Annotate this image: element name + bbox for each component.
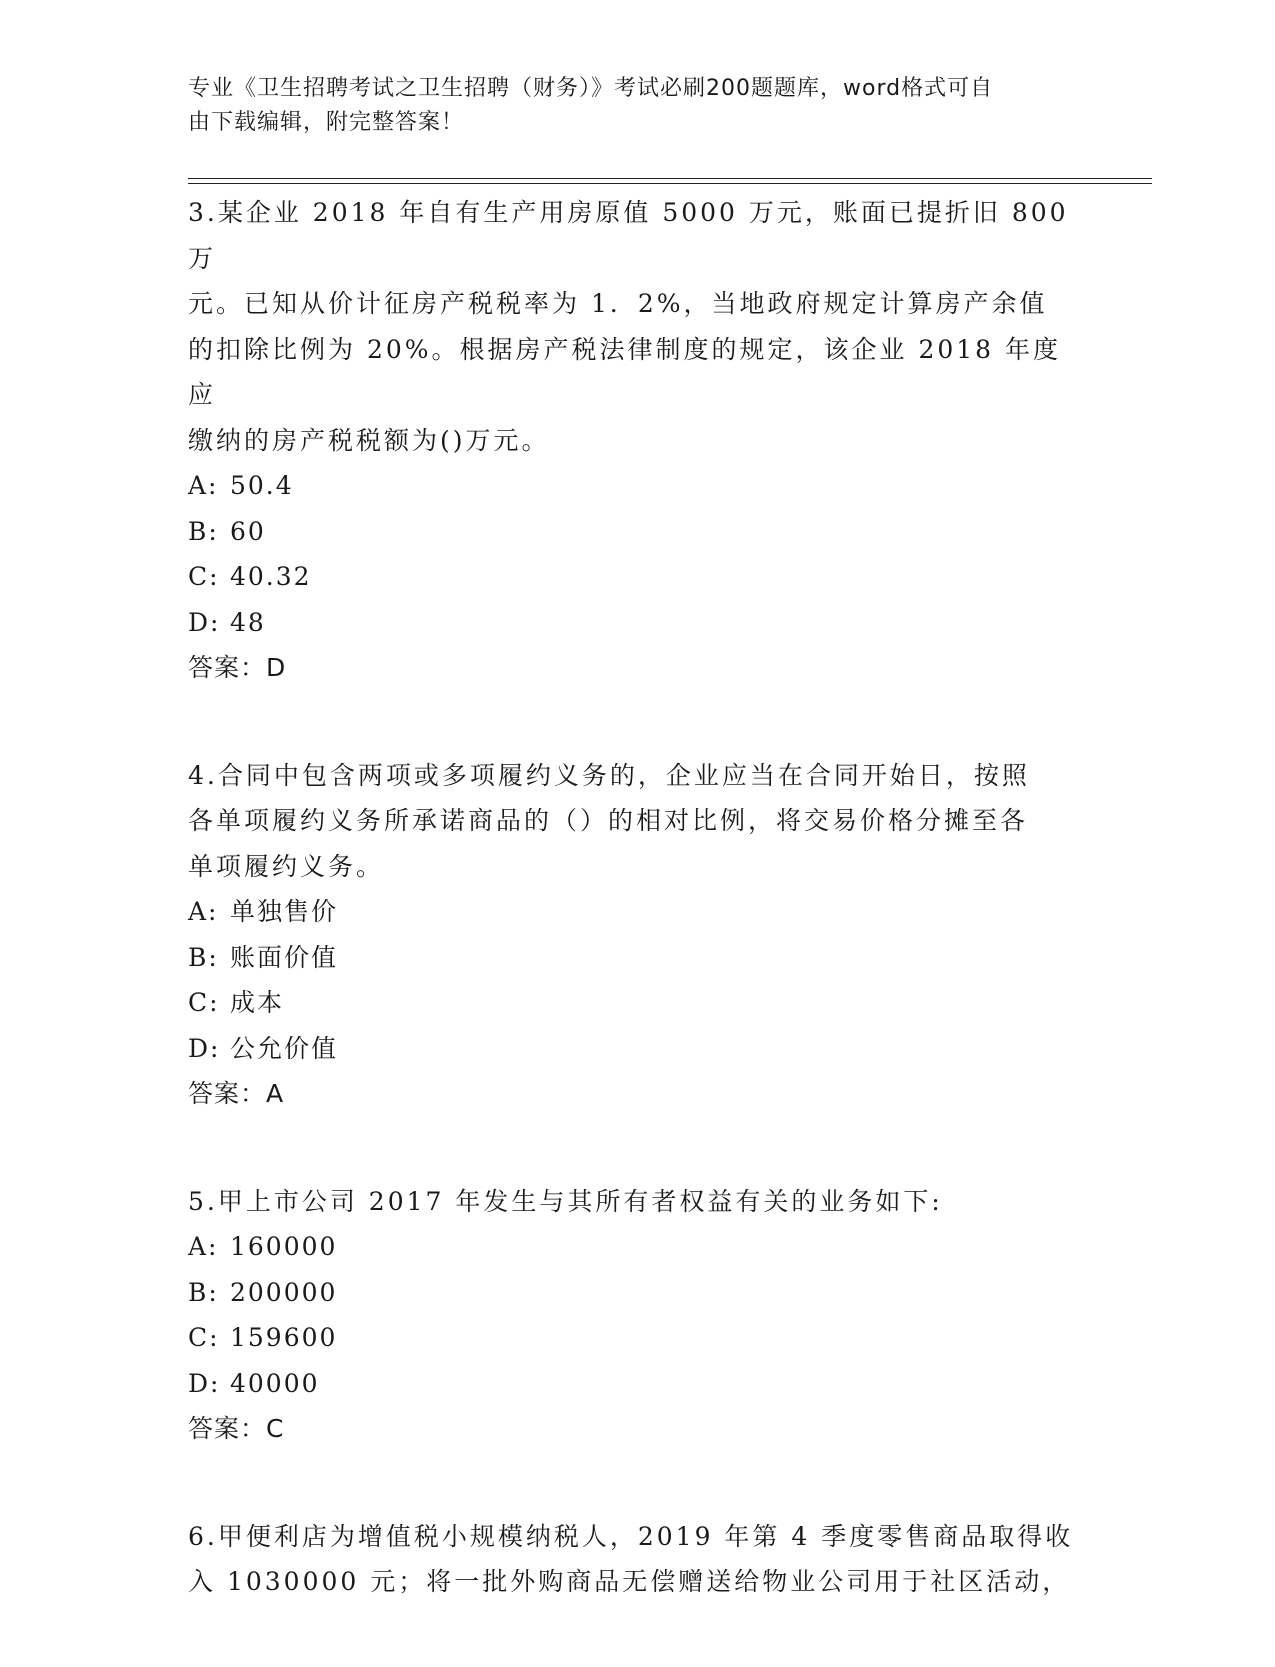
answer-option — [188, 1224, 1088, 1270]
option-text: 48 — [230, 607, 266, 637]
option-letter: C: — [188, 988, 220, 1017]
option-text: 公允价值 — [230, 1033, 339, 1063]
document-header — [188, 72, 1068, 140]
question-stem-line: 5.甲上市公司 2017 年发生与其所有者权益有关的业务如下: — [188, 1186, 943, 1216]
header-line-1: 专业《卫生招聘考试之卫生招聘（财务）》考试必刷200题题库，word格式可自 — [188, 76, 994, 101]
option-letter: D: — [188, 1033, 221, 1063]
header-line-2: 由下载编辑，附完整答案！ — [188, 110, 465, 135]
answer-option — [188, 1270, 1088, 1316]
answer-key: 答案：C — [188, 1414, 285, 1443]
answer-option — [188, 509, 1088, 555]
option-text: 单独售价 — [230, 897, 339, 926]
option-letter: B: — [188, 942, 219, 972]
answer-option — [188, 1026, 1088, 1072]
option-text: 成本 — [230, 988, 285, 1017]
option-letter: D: — [188, 1368, 221, 1398]
question-stem-line: 元。已知从价计征房产税税率为 1．2%，当地政府规定计算房产余值 — [188, 289, 1048, 318]
option-letter: B: — [188, 1277, 219, 1307]
answer-option — [188, 889, 1088, 935]
question-stem-line: 入 1030000 元；将一批外购商品无偿赠送给物业公司用于社区活动， — [188, 1567, 1071, 1596]
option-letter: A: — [188, 1232, 219, 1261]
question-stem-line: 3.某企业 2018 年自有生产用房原值 5000 万元，账面已提折旧 800 万 — [188, 198, 1069, 273]
question-stem-line: 单项履约义务。 — [188, 851, 385, 881]
option-text: 159600 — [230, 1323, 338, 1352]
answer-option — [188, 1361, 1088, 1407]
answer-option — [188, 463, 1088, 509]
question-stem-line: 的扣除比例为 20%。根据房产税法律制度的规定，该企业 2018 年度应 — [188, 334, 1062, 409]
option-text: 200000 — [230, 1277, 338, 1307]
question-block — [188, 753, 1088, 1117]
question-block — [188, 1514, 1088, 1605]
option-letter: D: — [188, 607, 221, 637]
option-text: 60 — [230, 516, 266, 546]
option-text: 账面价值 — [230, 942, 339, 972]
answer-option — [188, 600, 1088, 646]
header-divider-top — [188, 178, 1152, 179]
question-block — [188, 190, 1088, 691]
option-text: 40000 — [230, 1368, 320, 1398]
answer-option — [188, 554, 1088, 600]
option-letter: B: — [188, 516, 219, 546]
question-stem-line: 6.甲便利店为增值税小规模纳税人，2019 年第 4 季度零售商品取得收 — [188, 1521, 1074, 1551]
option-letter: A: — [188, 897, 219, 926]
option-text: 160000 — [230, 1232, 338, 1261]
answer-option — [188, 935, 1088, 981]
answer-key: 答案：D — [188, 653, 287, 682]
answer-option — [188, 1315, 1088, 1361]
question-block — [188, 1179, 1088, 1452]
question-stem-line: 各单项履约义务所承诺商品的（）的相对比例，将交易价格分摊至各 — [188, 806, 1029, 835]
question-stem-line: 缴纳的房产税税额为()万元。 — [188, 425, 550, 455]
option-letter: A: — [188, 471, 219, 500]
answer-option — [188, 980, 1088, 1026]
option-letter: C: — [188, 562, 220, 591]
header-divider-bottom — [188, 183, 1152, 184]
option-text: 50.4 — [230, 471, 294, 500]
question-stem-line: 4.合同中包含两项或多项履约义务的，企业应当在合同开始日，按照 — [188, 760, 1030, 790]
option-text: 40.32 — [230, 562, 312, 591]
option-letter: C: — [188, 1323, 220, 1352]
question-list — [188, 190, 1088, 1667]
answer-key: 答案：A — [188, 1079, 285, 1108]
